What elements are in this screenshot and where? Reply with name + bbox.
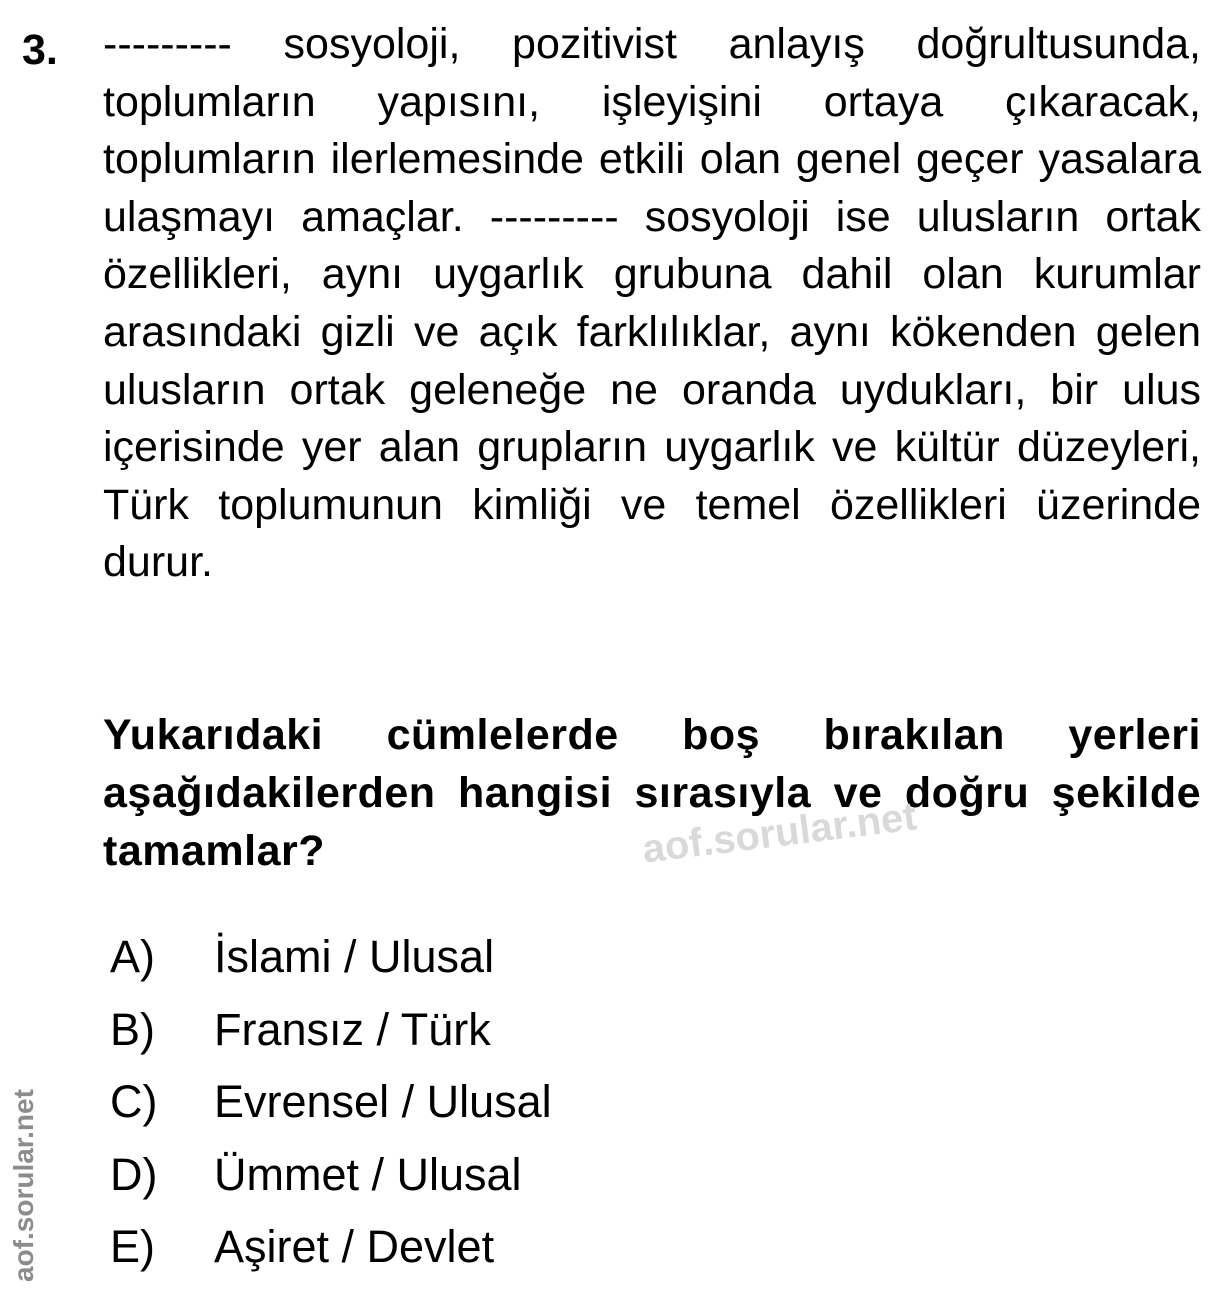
option-letter: D)	[110, 1148, 158, 1200]
option-letter: A)	[110, 931, 155, 982]
option-text: Fransız / Türk	[214, 1003, 491, 1055]
answer-options	[110, 924, 552, 1287]
option-text: Evrensel / Ulusal	[214, 1076, 552, 1127]
option-c[interactable]	[110, 1069, 552, 1142]
watermark-side: aof.sorular.net	[8, 1089, 39, 1282]
option-letter: E)	[110, 1221, 155, 1272]
option-text: Ümmet / Ulusal	[214, 1148, 522, 1200]
question-stem: --------- sosyoloji, pozitivist anlayış doğrultusunda, toplumların yapısını, işleyişini ortaya çıkaracak, toplumların ilerlemesinde etkili olan genel geçer yasalara ulaşmayı amaçlar. --------- sosyoloji ise ulusların ortak özellikleri, aynı uygarlık grubuna dahil olan kurumlar arasındaki gizli ve açık farklılıklar, aynı kökenden gelen ulusların ortak geleneğe ne oranda uydukları, bir ulus içerisinde yer alan grupların uygarlık ve kültür düzeyleri, Türk toplumunun kimliği ve temel özellikleri üzerinde durur.	[103, 20, 1201, 587]
watermark-center: aof.sorular.net	[640, 794, 919, 872]
question-number: 3.	[22, 26, 58, 74]
option-letter: B)	[110, 1003, 155, 1055]
option-e[interactable]	[110, 1214, 552, 1287]
option-a[interactable]	[110, 924, 552, 997]
option-text: İslami / Ulusal	[214, 931, 495, 982]
option-text: Aşiret / Devlet	[214, 1221, 495, 1272]
option-letter: C)	[110, 1076, 158, 1127]
option-d[interactable]	[110, 1142, 552, 1215]
question-prompt: Yukarıdaki cümlelerde boş bırakılan yerleri aşağıdakilerden hangisi sırasıyla ve doğru şekilde tamamlar?	[103, 711, 1201, 875]
option-b[interactable]	[110, 997, 552, 1070]
